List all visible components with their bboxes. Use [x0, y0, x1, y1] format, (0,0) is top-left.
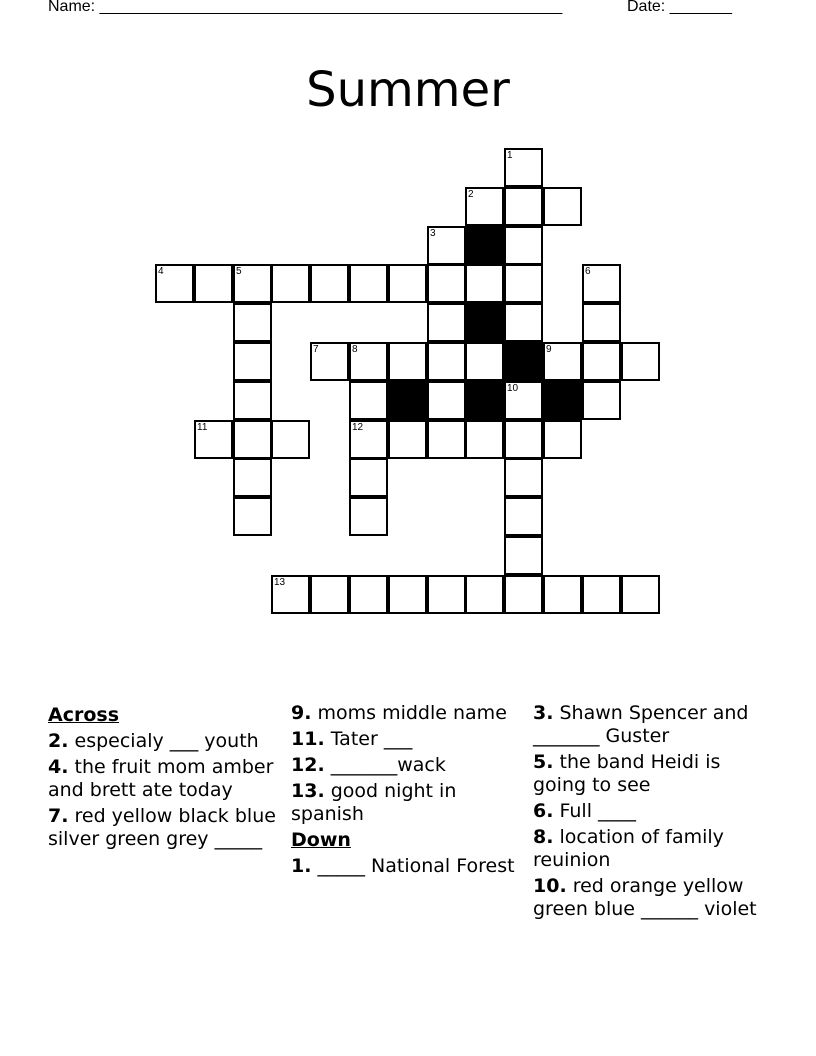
crossword-cell[interactable] [427, 420, 466, 459]
across-clue-12: 12. _______wack [291, 754, 446, 776]
crossword-cell[interactable] [233, 458, 272, 497]
crossword-cell[interactable] [582, 264, 621, 303]
cell-number: 5 [236, 266, 242, 277]
crossword-cell[interactable] [504, 575, 543, 614]
crossword-cell[interactable] [504, 148, 543, 187]
crossword-cell[interactable] [465, 264, 504, 303]
crossword-cell[interactable] [504, 497, 543, 536]
crossword-block [388, 381, 427, 420]
crossword-cell[interactable] [582, 575, 621, 614]
crossword-block [465, 303, 504, 342]
crossword-cell[interactable] [349, 264, 388, 303]
crossword-cell[interactable] [349, 420, 388, 459]
page-title: Summer [306, 62, 510, 119]
clue-column-3 [533, 702, 765, 924]
crossword-cell[interactable] [388, 342, 427, 381]
crossword-cell[interactable] [582, 381, 621, 420]
cell-number: 13 [274, 577, 286, 588]
down-clue-10: 10. red orange yellow green blue ______ violet [533, 875, 757, 920]
cell-number: 1 [507, 150, 513, 161]
crossword-cell[interactable] [427, 381, 466, 420]
crossword-cell[interactable] [427, 342, 466, 381]
crossword-cell[interactable] [543, 342, 582, 381]
down-clue-5: 5. the band Heidi is going to see [533, 751, 721, 796]
crossword-cell[interactable] [504, 226, 543, 265]
cell-number: 11 [197, 422, 208, 433]
cell-number: 8 [352, 344, 358, 355]
name-field-label: Name: ____________________________________________________ [48, 0, 563, 15]
clue-column-2 [291, 702, 523, 881]
crossword-cell[interactable] [621, 575, 660, 614]
crossword-block [465, 226, 504, 265]
across-clue-4: 4. the fruit mom amber and brett ate today [48, 756, 274, 801]
down-clue-3: 3. Shawn Spencer and _______ Guster [533, 702, 749, 747]
crossword-cell[interactable] [504, 420, 543, 459]
down-clue-1: 1. _____ National Forest [291, 855, 515, 877]
crossword-cell[interactable] [427, 575, 466, 614]
crossword-cell[interactable] [310, 264, 349, 303]
crossword-cell[interactable] [465, 420, 504, 459]
cell-number: 9 [546, 344, 552, 355]
cell-number: 3 [430, 228, 436, 239]
crossword-cell[interactable] [233, 381, 272, 420]
crossword-cell[interactable] [621, 342, 660, 381]
crossword-cell[interactable] [194, 420, 233, 459]
crossword-cell[interactable] [349, 497, 388, 536]
crossword-cell[interactable] [543, 187, 582, 226]
cell-number: 10 [507, 383, 519, 394]
crossword-cell[interactable] [504, 536, 543, 575]
crossword-cell[interactable] [582, 303, 621, 342]
across-clue-13: 13. good night in spanish [291, 780, 457, 825]
down-clue-6: 6. Full ____ [533, 800, 637, 822]
across-clue-11: 11. Tater ___ [291, 728, 413, 750]
across-clue-7: 7. red yellow black blue silver green grey _____ [48, 805, 276, 850]
crossword-block [504, 342, 543, 381]
crossword-cell[interactable] [349, 342, 388, 381]
cell-number: 6 [585, 266, 591, 277]
crossword-cell[interactable] [271, 575, 310, 614]
crossword-cell[interactable] [155, 264, 194, 303]
cell-number: 4 [158, 266, 164, 277]
crossword-cell[interactable] [388, 264, 427, 303]
crossword-cell[interactable] [233, 342, 272, 381]
crossword-cell[interactable] [504, 303, 543, 342]
crossword-cell[interactable] [349, 381, 388, 420]
crossword-cell[interactable] [233, 264, 272, 303]
date-field-label: Date: _______ [627, 0, 732, 15]
crossword-cell[interactable] [271, 420, 310, 459]
crossword-cell[interactable] [271, 264, 310, 303]
cell-number: 2 [468, 189, 474, 200]
crossword-cell[interactable] [310, 342, 349, 381]
crossword-block [465, 381, 504, 420]
crossword-cell[interactable] [233, 303, 272, 342]
across-clue-9: 9. moms middle name [291, 702, 507, 724]
crossword-cell[interactable] [543, 575, 582, 614]
crossword-cell[interactable] [582, 342, 621, 381]
crossword-cell[interactable] [504, 458, 543, 497]
crossword-block [543, 381, 582, 420]
crossword-cell[interactable] [233, 497, 272, 536]
cell-number: 7 [313, 344, 319, 355]
crossword-cell[interactable] [233, 420, 272, 459]
down-clue-8: 8. location of family reuinion [533, 826, 724, 871]
crossword-cell[interactable] [349, 458, 388, 497]
crossword-cell[interactable] [465, 187, 504, 226]
crossword-cell[interactable] [543, 420, 582, 459]
crossword-cell[interactable] [465, 575, 504, 614]
crossword-cell[interactable] [349, 575, 388, 614]
across-clue-2: 2. especialy ___ youth [48, 730, 259, 752]
clue-column-1 [48, 702, 280, 854]
crossword-cell[interactable] [427, 226, 466, 265]
down-heading: Down [291, 829, 351, 851]
crossword-cell[interactable] [427, 303, 466, 342]
crossword-cell[interactable] [504, 264, 543, 303]
across-heading: Across [48, 704, 120, 726]
crossword-cell[interactable] [504, 187, 543, 226]
crossword-cell[interactable] [194, 264, 233, 303]
crossword-cell[interactable] [388, 575, 427, 614]
crossword-cell[interactable] [465, 342, 504, 381]
crossword-cell[interactable] [504, 381, 543, 420]
cell-number: 12 [352, 422, 364, 433]
crossword-cell[interactable] [388, 420, 427, 459]
crossword-cell[interactable] [427, 264, 466, 303]
crossword-cell[interactable] [310, 575, 349, 614]
